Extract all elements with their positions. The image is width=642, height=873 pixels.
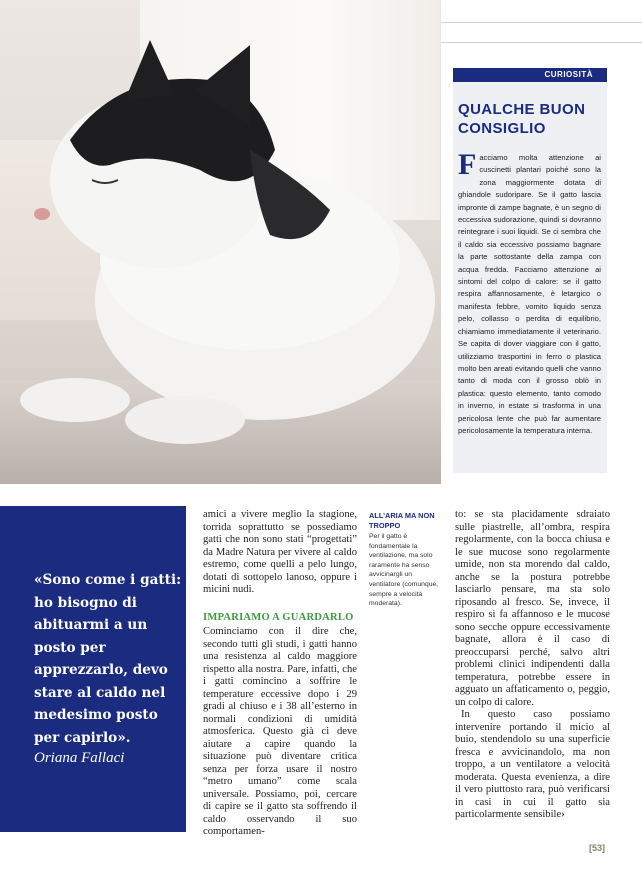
- pull-quote-text: «Sono come i gatti: ho bisogno di abituarmi a un posto per apprezzarlo, devo stare al caldo nel medesimo posto per capirlo».: [34, 572, 182, 746]
- curiosita-label: CURIOSITÀ: [453, 68, 607, 82]
- article-paragraph: to: se sta placidamente sdraiato sulle piastrelle, all’ombra, respira regolarmente, con la bocca chiusa e le sue mucose sono regolarmente umide, non sta morendo dal caldo, anche se la postura potrebbe lasciarlo pensare, ma sta solo riposando al fresco. Se, invece, il respiro si fa affannoso e le mucose sono secche oppure eccessivamente bagnate, allora è il caso di preoccuparsi perché, salvo altri problemi clinici indipendenti dalla temperatura, potrebbe essere in agguato un affaticamento o, peggio, un colpo di calore.: [455, 509, 610, 708]
- aside-body: Per il gatto è fondamentale la ventilazione, ma solo raramente ha senso avvicinargli un ventilatore (comunque, sempre a velocità moderata).: [369, 533, 439, 608]
- pull-quote: [0, 506, 186, 832]
- header-rule-top: [441, 22, 642, 23]
- cat-photo: [0, 0, 441, 484]
- pull-quote-author: Oriana Fallaci: [34, 750, 125, 766]
- curiosita-title: QUALCHE BUON CONSIGLIO: [458, 101, 586, 137]
- article-subheading: IMPARIAMO A GUARDARLO: [203, 611, 354, 623]
- article-paragraph-text: In questo caso possiamo intervenire portando il micio al buio, stendendolo su una superficie fresca e avvicinandolo, ma non troppo, a un ventilatore a velocità moderata. Questa evenienza, a dire il vero piuttosto rara, può verificarsi in casi in cui il gatto sia particolarmente sensibile: [455, 709, 610, 820]
- continue-arrow-icon: ›: [561, 809, 565, 820]
- drop-cap: F: [458, 148, 477, 181]
- article-paragraph: amici a vivere meglio la stagione, torrida soprattutto se possediamo gatti che non sono stati “progettati” da Madre Natura per vivere al caldo estremo, come quelli a pelo lungo, dotati di sottopelo lanoso, oppure i micini nudi.: [203, 509, 357, 595]
- cat-ear-left: [125, 40, 175, 100]
- curiosita-body: [458, 148, 601, 437]
- article-paragraph: [455, 709, 610, 822]
- article-column-2: [455, 509, 610, 822]
- aside-title: ALL’ARIA MA NON TROPPO: [369, 511, 435, 530]
- article-column-1: [203, 509, 357, 839]
- cat-illustration: [0, 0, 441, 484]
- curiosita-box: [453, 68, 607, 473]
- header-rule-bottom: [441, 42, 642, 43]
- cat-paw-right: [125, 396, 245, 444]
- curiosita-text: acciamo molta attenzione ai cuscinetti plantari poiché sono la zona maggiormente dotata di ghiandole sudoripare. Se il gatto lascia impronte di zampe bagnate, è un segno di eccessiva sudorazione, quindi si dovranno reintegrare i suoi liquidi. Se ci sembra che il caldo sia eccessivo possiamo bagnare la parte sottostante della zampa con acqua fredda. Facciamo attenzione ai sintomi del colpo di calore: se il gatto respira affannosamente, è letargico o manifesta febbre, vomito liquido senza pelo, collasso o perdita di equilibrio, chiamiamo immediatamente il veterinario. Se capita di dover viaggiare con il gatto, utilizziamo trasportini in ferro o plastica molto ben areati evitando quelli che vanno tanto di moda con il grosso oblò in plastica: questo elemento, tanto comodo in inverno, in estate si trasforma in una pericolosa lente che può far aumentare pericolosamente la temperatura interna.: [458, 153, 601, 435]
- header-rules: [441, 0, 642, 60]
- aside-note: [369, 511, 441, 609]
- page-number: [53]: [589, 843, 606, 853]
- cat-nose: [34, 208, 50, 220]
- cat-paw-left: [20, 378, 130, 422]
- article-paragraph: Cominciamo con il dire che, secondo tutti gli studi, i gatti hanno una resistenza al caldo maggiore rispetto alla nostra. Pare, infatti, che i gatti comincino a soffrire le temperature eccessive dopo i 29 gradi al chiuso e i 38 all’esterno in normali condizioni di umidità atmosferica. Questo già ci deve aiutare a capire quando la situazione può diventare critica senza per forza usare il nostro “metro umano” come scala universale. Possiamo, poi, cercare di capire se il gatto sta soffrendo il caldo osservando il suo comportamen-: [203, 626, 357, 837]
